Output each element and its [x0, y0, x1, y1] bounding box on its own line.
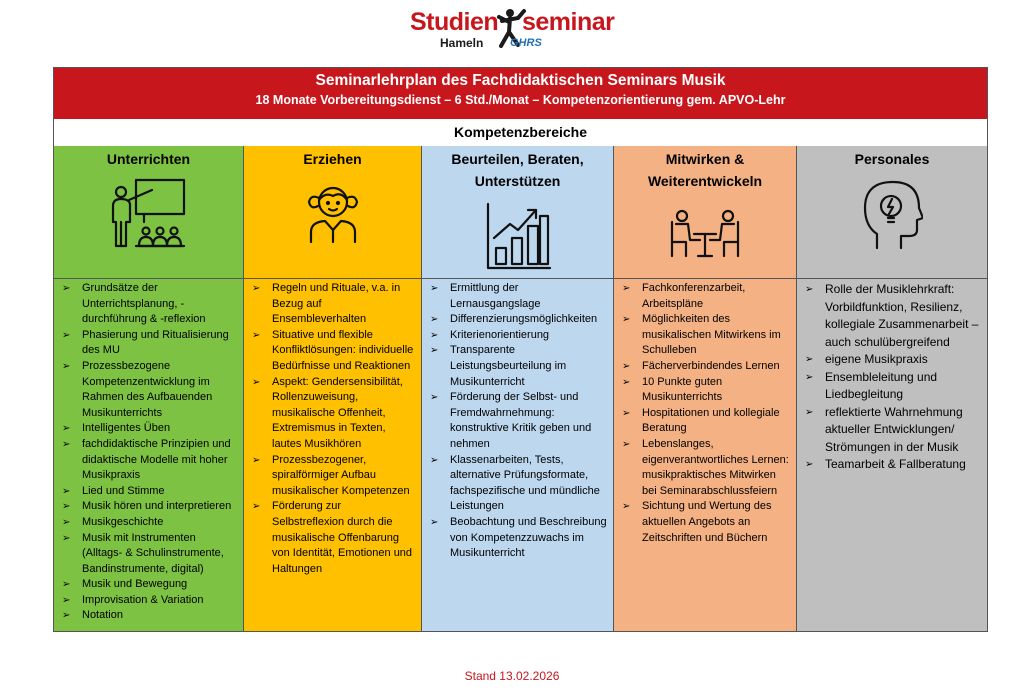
logo-word-seminar: seminar	[522, 8, 615, 36]
competence-list	[250, 281, 415, 577]
list-item: ➢ Aspekt: Gendersensibilität, Rollenzuweisung, musikalische Offenheit, Extremismus in Texten, lautes Musikhören	[250, 375, 415, 453]
list-item: ➢ Musik hören und interpretieren	[60, 499, 237, 515]
column-title: Mitwirken & Weiterentwickeln	[647, 151, 763, 189]
column-erziehen	[244, 146, 422, 631]
list-item: ➢ Rolle der Musiklehrkraft: Vorbildfunktion, Resilienz, kollegiale Zusammenarbeit – auch schulübergreifend	[803, 281, 981, 351]
column-header	[797, 146, 987, 279]
list-item: ➢ 10 Punkte guten Musikunterrichts	[620, 375, 790, 406]
list-item: ➢ Notation	[60, 608, 237, 624]
curriculum-table	[53, 67, 988, 632]
competence-list	[803, 281, 981, 474]
list-item: ➢ Lebenslanges, eigenverantwortliches Lernen: musikpraktisches Mitwirken bei Seminarabschlussfeiern	[620, 437, 790, 499]
list-item: ➢ Beobachtung und Beschreibung von Kompetenzzuwachs im Musikunterricht	[428, 515, 607, 562]
list-item: ➢ Teamarbeit & Fallberatung	[803, 456, 981, 474]
column-mitwirken	[614, 146, 797, 631]
growth-chart-icon	[484, 202, 552, 272]
list-item: ➢ Prozessbezogener, spiralförmiger Aufbau musikalischer Kompetenzen	[250, 453, 415, 500]
logo-city: Hameln	[440, 36, 484, 50]
section-title: Kompetenzbereiche	[54, 119, 987, 147]
list-item: ➢ Fächerverbindendes Lernen	[620, 359, 790, 375]
list-item: ➢ Improvisation & Variation	[60, 593, 237, 609]
list-item: ➢ Förderung der Selbst- und Fremdwahrnehmung: konstruktive Kritik geben und nehmen	[428, 390, 607, 452]
list-item: ➢ reflektierte Wahrnehmung aktueller Entwicklungen/ Strömungen in der Musik	[803, 404, 981, 457]
list-item: ➢ Musik und Bewegung	[60, 577, 237, 593]
list-item: ➢ Lied und Stimme	[60, 484, 237, 500]
list-item: ➢ eigene Musikpraxis	[803, 351, 981, 369]
list-item: ➢ Transparente Leistungsbeurteilung im Musikunterricht	[428, 343, 607, 390]
list-item: ➢ Hospitationen und kollegiale Beratung	[620, 406, 790, 437]
list-item: ➢ fachdidaktische Prinzipien und didaktische Modelle mit hoher Musikpraxis	[60, 437, 237, 484]
column-header	[614, 146, 796, 279]
list-item: ➢ Ensembleleitung und Liedbegleitung	[803, 369, 981, 404]
list-item: ➢ Grundsätze der Unterrichtsplanung, -durchführung & -reflexion	[60, 281, 237, 328]
list-item: ➢ Prozessbezogene Kompetenzentwicklung im Rahmen des Aufbauenden Musikunterrichts	[60, 359, 237, 421]
list-item: ➢ Phasierung und Ritualisierung des MU	[60, 328, 237, 359]
studienseminar-logo	[410, 8, 620, 52]
date-footer: Stand 13.02.2026	[464, 669, 560, 683]
competence-list	[428, 281, 607, 562]
list-item: ➢ Klassenarbeiten, Tests, alternative Prüfungsformate, fachspezifische und mündliche Leistungen	[428, 453, 607, 515]
list-item: ➢ Differenzierungsmöglichkeiten	[428, 312, 607, 328]
page-subtitle: 18 Monate Vorbereitungsdienst – 6 Std./Monat – Kompetenzorientierung gem. APVO-Lehr	[255, 93, 786, 107]
logo-word-studien: Studien	[410, 8, 499, 36]
column-body	[244, 280, 421, 577]
list-item: ➢ Ermittlung der Lernausgangslage	[428, 281, 607, 312]
list-item: ➢ Sichtung und Wertung des aktuellen Angebots an Zeitschriften und Büchern	[620, 499, 790, 546]
column-beurteilen	[422, 146, 614, 631]
head-lightbulb-icon	[861, 178, 923, 250]
list-item: ➢ Intelligentes Üben	[60, 421, 237, 437]
logo-school-type: GHRS	[510, 37, 542, 49]
competence-list	[60, 281, 237, 624]
column-unterrichten	[54, 146, 244, 631]
column-personales	[797, 146, 987, 631]
column-body	[614, 280, 796, 546]
list-item: ➢ Regeln und Rituale, v.a. in Bezug auf Ensembleverhalten	[250, 281, 415, 328]
list-item: ➢ Musikgeschichte	[60, 515, 237, 531]
column-body	[54, 280, 243, 624]
column-body	[797, 280, 987, 474]
column-header	[422, 146, 613, 279]
list-item: ➢ Fachkonferenzarbeit, Arbeitspläne	[620, 281, 790, 312]
competence-list	[620, 281, 790, 546]
page-title: Seminarlehrplan des Fachdidaktischen Seminars Musik	[315, 72, 726, 89]
title-banner	[54, 68, 987, 120]
list-item: ➢ Musik mit Instrumenten (Alltags- & Schulinstrumente, Bandinstrumente, digital)	[60, 531, 237, 578]
column-header	[54, 146, 243, 279]
list-item: ➢ Möglichkeiten des musikalischen Mitwirkens im Schulleben	[620, 312, 790, 359]
column-title: Erziehen	[303, 151, 362, 167]
column-title: Beurteilen, Beraten, Unterstützen	[451, 151, 584, 189]
column-header	[244, 146, 421, 279]
teacher-classroom-icon	[108, 176, 190, 252]
list-item: ➢ Situative und flexible Konfliktlösungen: individuelle Bedürfnisse und Reaktionen	[250, 328, 415, 375]
column-body	[422, 280, 613, 562]
student-girl-icon	[303, 180, 363, 244]
list-item: ➢ Förderung zur Selbstreflexion durch die musikalische Offenbarung von Identität, Emotionen und Haltungen	[250, 499, 415, 577]
meeting-table-icon	[668, 208, 742, 262]
list-item: ➢ Kriterienorientierung	[428, 328, 607, 344]
column-title: Unterrichten	[106, 151, 191, 167]
column-title: Personales	[854, 151, 930, 167]
